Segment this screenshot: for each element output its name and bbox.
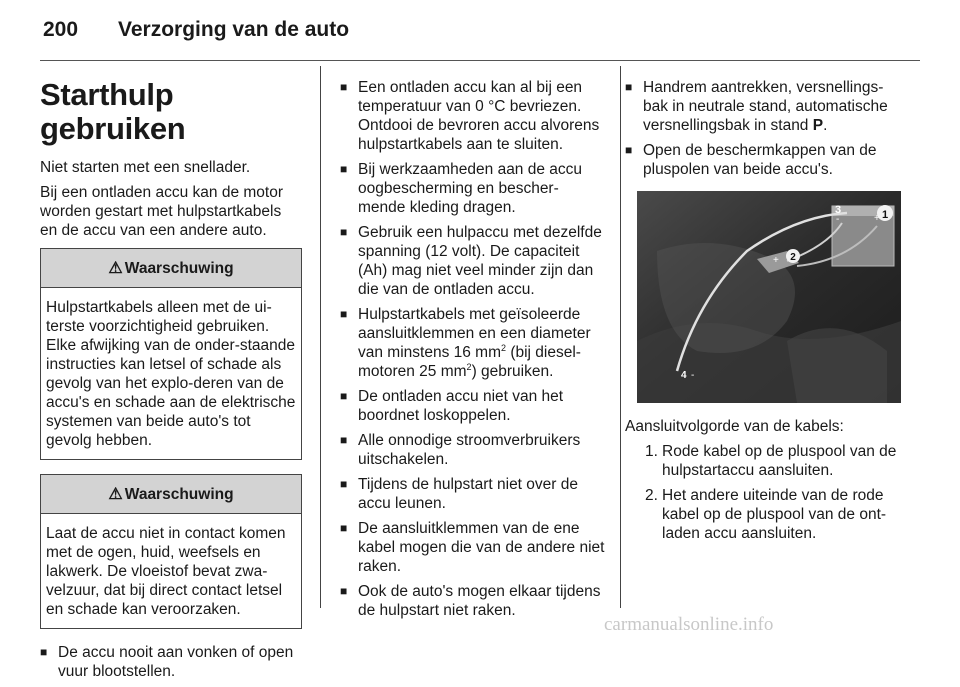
- step-item: [625, 486, 905, 543]
- running-header: Verzorging van de auto: [118, 18, 350, 41]
- period: .: [823, 117, 828, 134]
- list-item: ■ Tijdens de hulpstart niet over de accu leunen.: [340, 475, 606, 513]
- step-text: Het andere uiteinde van de rode kabel op de pluspool van de ont-laden accu aansluiten.: [662, 487, 887, 542]
- warning-triangle-icon: ⚠: [108, 485, 123, 503]
- list-item: ■ Open de beschermkappen van de pluspolen van beide accu's.: [625, 141, 905, 179]
- cable-text: ) gebruiken.: [471, 363, 554, 380]
- warning-text: Laat de accu niet in contact komen met de ogen, huid, weefsels en lakwerk. De vloeistof bevat zwa-velzuur, dat bij direct contact letsel en schade kan veroorzaken.: [46, 525, 286, 618]
- page-number: 200: [43, 18, 79, 41]
- column-3: [625, 78, 905, 549]
- step-number: 2.: [645, 487, 658, 504]
- callout-label: 2: [790, 252, 796, 263]
- superscript: 2: [466, 361, 472, 372]
- handbrake-text: Handrem aantrekken, versnellings-bak in neutrale stand, automatische versnellingsbak in stand: [643, 79, 888, 134]
- list-item: ■ De aansluitklemmen van de ene kabel mogen die van de andere niet raken.: [340, 519, 606, 576]
- bullet-list: [625, 78, 905, 179]
- cable-text: Hulpstartkabels met geïsoleerde aansluitklemmen en een diameter van minstens 16 mm: [358, 306, 591, 361]
- list-item: ■ Alle onnodige stroomverbruikers uitschakelen.: [340, 431, 606, 469]
- warning-header: [41, 249, 301, 288]
- callout-label: 3: [835, 204, 842, 216]
- list-item: [340, 305, 606, 381]
- warning-box: [40, 248, 302, 460]
- warning-box: [40, 474, 302, 629]
- step-item: [625, 442, 905, 480]
- column-1: [40, 78, 302, 687]
- callout-label: 1: [881, 209, 889, 221]
- steps-list: [625, 442, 905, 543]
- section-title: Starthulp gebruiken: [40, 77, 186, 146]
- cable-text: (bij diesel-motoren 25 mm: [358, 344, 581, 380]
- warning-header: [41, 475, 301, 514]
- bullet-list: [40, 643, 302, 681]
- superscript: 2: [501, 342, 507, 353]
- watermark: carmanualsonline.info: [604, 614, 774, 635]
- gear-position: P: [812, 117, 824, 134]
- list-item: ■ De accu nooit aan vonken of open vuur blootstellen.: [40, 643, 302, 681]
- intro-paragraph: Bij een ontladen accu kan de motor worden gestart met hulpstartkabels en de accu van een andere auto.: [40, 184, 283, 239]
- warning-triangle-icon: ⚠: [108, 259, 123, 277]
- polarity-label: +: [773, 255, 779, 266]
- warning-title: Waarschuwing: [124, 485, 234, 503]
- step-number: 1.: [645, 443, 658, 460]
- list-item: ■ Ook de auto's mogen elkaar tijdens de hulpstart niet raken.: [340, 582, 606, 620]
- column-divider-2: [620, 66, 621, 608]
- polarity-label: -: [691, 370, 695, 381]
- list-item: ■ De ontladen accu niet van het boordnet loskoppelen.: [340, 387, 606, 425]
- header-rule: [40, 60, 920, 61]
- column-2: [340, 78, 606, 626]
- polarity-label: -: [836, 214, 840, 225]
- engine-bay-illustration: [637, 191, 901, 403]
- figure-caption: Aansluitvolgorde van de kabels:: [625, 418, 844, 435]
- polarity-label: +: [874, 213, 880, 224]
- step-text: Rode kabel op de pluspool van de hulpstartaccu aansluiten.: [662, 443, 897, 479]
- list-item: ■ Een ontladen accu kan al bij een temperatuur van 0 °C bevriezen. Ontdooi de bevroren accu alvorens hulpstartkabels aan te sluiten.: [340, 78, 606, 154]
- warning-title: Waarschuwing: [124, 259, 234, 277]
- warning-text: Hulpstartkabels alleen met de ui-terste voorzichtigheid gebruiken. Elke afwijking van de onder-staande instructies kan letsel of schade als gevolg van het explo-deren van de accu's en schade aan de elektrische systemen van beide auto's tot gevolg hebben.: [46, 299, 296, 449]
- callout-label: 4: [681, 370, 687, 381]
- list-item: ■ Bij werkzaamheden aan de accu oogbescherming en bescher-mende kleding dragen.: [340, 160, 606, 217]
- intro-paragraph: Niet starten met een snellader.: [40, 159, 251, 176]
- list-item: ■ Gebruik een hulpaccu met dezelfde spanning (12 volt). De capaciteit (Ah) mag niet veel minder zijn dan die van de ontladen accu.: [340, 223, 606, 299]
- bullet-list: [340, 78, 606, 620]
- list-item: [625, 78, 905, 135]
- column-divider-1: [320, 66, 321, 608]
